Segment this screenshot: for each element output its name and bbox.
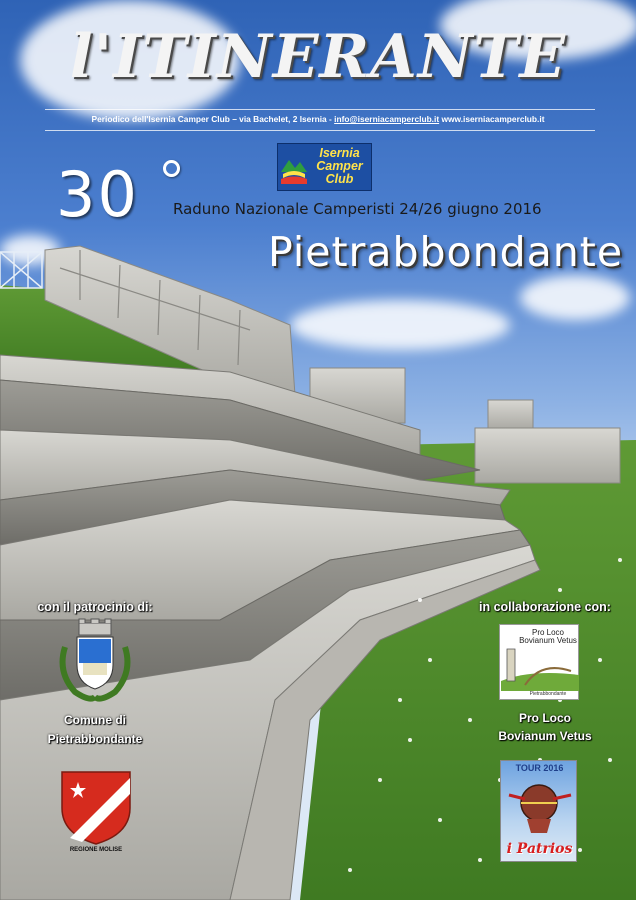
patrios-tour-label: TOUR 2016: [515, 763, 564, 773]
proloco-logo: [499, 624, 579, 700]
proloco-logo-line: Bovianum Vetus: [519, 636, 577, 645]
degree-symbol: [163, 160, 180, 177]
collaboration-heading: in collaborazione con:: [479, 600, 611, 614]
club-logo-line: Isernia: [319, 146, 360, 160]
event-description: Raduno Nazionale Camperisti 24/26 giugno 2016: [173, 200, 542, 218]
club-logo-text: [308, 147, 371, 186]
isernia-camper-club-logo: [277, 143, 372, 191]
regione-label: REGIONE MOLISE: [69, 847, 123, 853]
email-link[interactable]: info@iserniacamperclub.it: [334, 114, 440, 124]
club-logo-line: Camper: [316, 159, 363, 173]
club-logo-line: Club: [325, 172, 354, 186]
proloco-label-line: Bovianum Vetus: [498, 729, 592, 743]
divider: [45, 109, 595, 110]
proloco-label: [465, 709, 625, 745]
helmet-warrior-icon: [501, 775, 578, 835]
magazine-subtitle: [0, 114, 636, 124]
patronage-heading: con il patrocinio di:: [37, 600, 153, 614]
event-place: Pietrabbondante: [268, 228, 624, 276]
edition-number: 30: [56, 158, 139, 231]
comune-label: [20, 711, 170, 749]
subtitle-address: Periodico dell'Isernia Camper Club – via Bachelet, 2 Isernia -: [91, 114, 335, 124]
proloco-logo-footer: Pietrabbondante: [529, 691, 567, 697]
comune-label-line: Pietrabbondante: [47, 732, 143, 746]
proloco-landscape-icon: [501, 641, 579, 691]
magazine-title: l'ITINERANTE: [69, 22, 567, 92]
proloco-label-line: Pro Loco: [518, 711, 571, 725]
divider: [45, 130, 595, 131]
comune-label-line: Comune di: [64, 713, 126, 727]
comune-coat-of-arms-icon: [55, 617, 135, 702]
patrios-tour-name: i Patrios: [506, 841, 573, 857]
camper-mountain-icon: [281, 150, 307, 184]
proloco-logo-line: Pro Loco: [531, 628, 565, 637]
website-link[interactable]: www.iserniacamperclub.it: [441, 114, 545, 124]
patrios-tour-logo: [500, 760, 577, 862]
regione-molise-emblem-icon: [56, 768, 136, 848]
